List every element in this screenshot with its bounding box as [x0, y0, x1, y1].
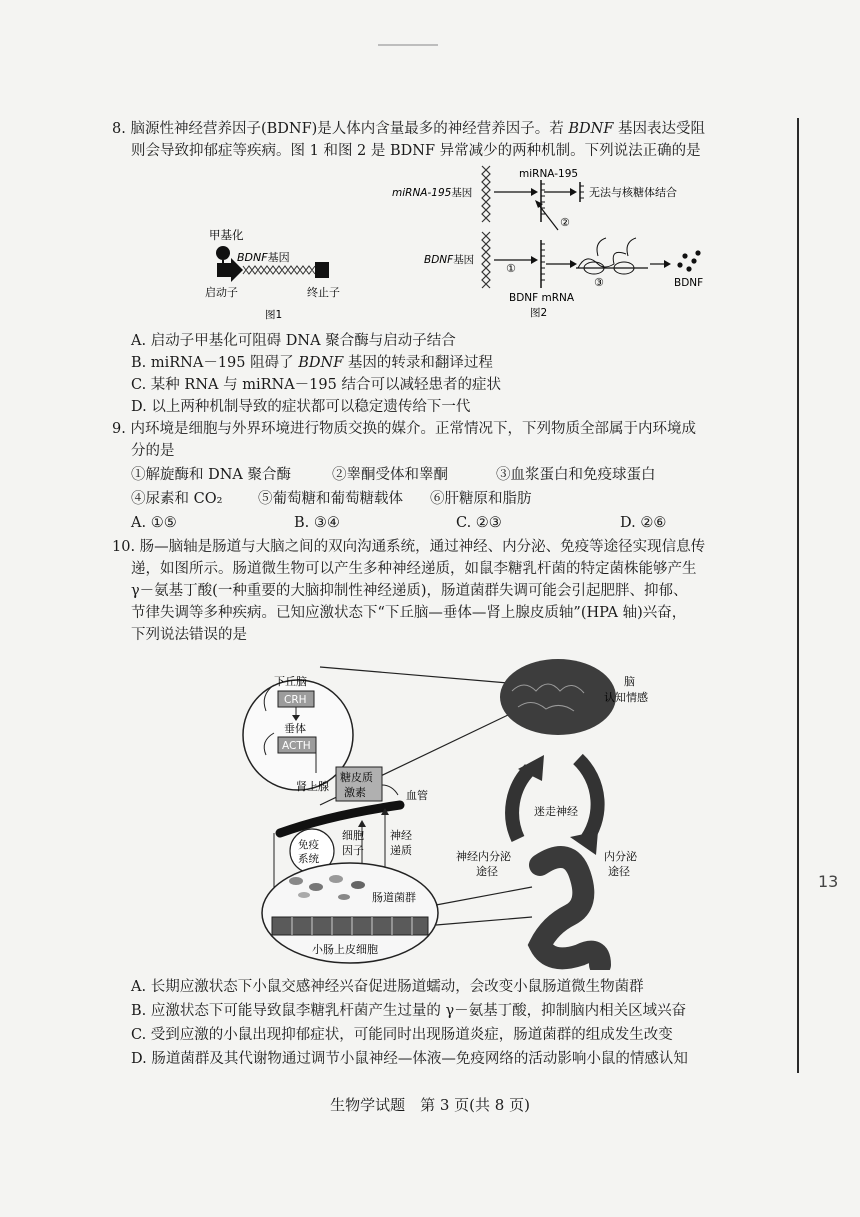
- q8-figure1: [195, 220, 365, 325]
- brain-icon: [500, 659, 616, 735]
- scan-mark: [378, 44, 438, 46]
- q8-figure2: [388, 160, 708, 320]
- adrenal-label: 肾上腺: [296, 780, 329, 793]
- q8-option-d: D. 以上两种机制导致的症状都可以稳定遗传给下一代: [131, 399, 471, 415]
- immune-label-1: 免疫: [298, 839, 319, 851]
- bdnf-product-label: BDNF: [674, 277, 704, 289]
- q9-item-6: ⑥肝糖原和脂肪: [430, 491, 532, 507]
- fig1-gene-label: BDNF基因: [237, 251, 290, 264]
- no-binding-label: 无法与核糖体结合: [589, 186, 677, 199]
- bdnf-dna-helix: [482, 232, 490, 288]
- q9-choice-a: A. ①⑤: [131, 515, 177, 531]
- q10-option-c: C. 受到应激的小鼠出现抑郁症状，可能同时出现肠道炎症，肠道菌群的组成发生改变: [131, 1027, 673, 1043]
- q9-stem-line2: 分的是: [131, 443, 175, 459]
- q10-option-d: D. 肠道菌群及其代谢物通过调节小鼠神经—体液—免疫网络的活动影响小鼠的情感认知: [131, 1051, 688, 1067]
- q10-stem-line1: 10. 肠—脑轴是肠道与大脑之间的双向沟通系统，通过神经、内分泌、免疫等途径实现信息传: [112, 539, 706, 555]
- q10-stem-line4: 节律失调等多种疾病。已知应激状态下“下丘脑—垂体—肾上腺皮质轴”(HPA 轴)兴奋，: [131, 605, 687, 621]
- neuroendocrine-label-1: 神经内分泌: [456, 850, 511, 863]
- step2-label: ②: [560, 216, 570, 229]
- q8-option-a: A. 启动子甲基化可阻碍 DNA 聚合酶与启动子结合: [131, 333, 456, 349]
- q8-option-b: B. miRNA－195 阻碍了 BDNF 基因的转录和翻译过程: [131, 355, 493, 371]
- vagus-nerve-label: 迷走神经: [534, 805, 578, 818]
- pituitary-label: 垂体: [284, 722, 306, 735]
- glucocorticoid-label-1: 糖皮质: [340, 771, 373, 784]
- neuroendocrine-label-2: 途径: [476, 865, 498, 878]
- bdnf-protein-icon: [682, 253, 687, 258]
- q9-stem-line1: 9. 内环境是细胞与外界环境进行物质交换的媒介。正常情况下，下列物质全部属于内环境成: [112, 421, 696, 437]
- gut-brain-axis-figure: [240, 655, 670, 970]
- methylation-label: 甲基化: [209, 228, 244, 242]
- intestine-icon: [540, 857, 600, 965]
- q9-choice-b: B. ③④: [294, 515, 340, 531]
- fig1-caption: 图1: [265, 309, 283, 321]
- mirna-dna-helix: [482, 166, 490, 222]
- q9-item-1: ①解旋酶和 DNA 聚合酶: [131, 467, 292, 483]
- bdnf-gene-label: BDNF基因: [424, 254, 475, 266]
- endocrine-label-1: 内分泌: [604, 850, 637, 863]
- glucocorticoid-label-2: 激素: [344, 786, 366, 799]
- q8-stem-line2: 则会导致抑郁症等疾病。图 1 和图 2 是 BDNF 异常减少的两种机制。下列说法正确的是: [131, 143, 701, 159]
- page-footer: 生物学试题 第 3 页(共 8 页): [330, 1096, 530, 1114]
- q9-choice-c: C. ②③: [456, 515, 502, 531]
- gut-flora-label: 肠道菌群: [372, 891, 416, 904]
- q9-item-5: ⑤葡萄糖和葡萄糖载体: [258, 491, 403, 507]
- ascending-arrow: [512, 769, 530, 839]
- cytokine-label-1: 细胞: [342, 829, 364, 842]
- hypothalamus-label: 下丘脑: [274, 675, 307, 688]
- mirna-label: miRNA-195: [519, 168, 579, 180]
- mirna-gene-label: miRNA-195基因: [392, 187, 473, 199]
- q10-stem-line5: 下列说法错误的是: [131, 627, 247, 643]
- descending-arrow: [578, 759, 598, 843]
- neurotransmitter-label-1: 神经: [390, 829, 412, 842]
- epithelium-label: 小肠上皮细胞: [312, 943, 378, 956]
- gene-helix: [243, 266, 315, 274]
- blood-vessel-label: 血管: [406, 789, 428, 802]
- methyl-group-icon: [216, 246, 230, 260]
- cognition-emotion-label: 认知情感: [604, 691, 648, 704]
- brain-label: 脑: [624, 675, 635, 688]
- crh-label: CRH: [284, 694, 307, 706]
- terminator-label: 终止子: [307, 286, 340, 299]
- promoter-label: 启动子: [205, 286, 238, 299]
- q10-stem-line3: γ－氨基丁酸(一种重要的大脑抑制性神经递质)，肠道菌群失调可能会引起肥胖、抑郁、: [131, 583, 688, 599]
- q8-option-c: C. 某种 RNA 与 miRNA－195 结合可以减轻患者的症状: [131, 377, 501, 393]
- step1-label: ①: [506, 262, 516, 275]
- acth-label: ACTH: [282, 740, 311, 752]
- cytokine-label-2: 因子: [342, 844, 364, 857]
- step3-label: ③: [594, 276, 604, 289]
- mrna-label: BDNF mRNA: [509, 292, 575, 304]
- endocrine-label-2: 途径: [608, 865, 630, 878]
- q9-item-2: ②睾酮受体和睾酮: [332, 467, 448, 483]
- neurotransmitter-label-2: 递质: [390, 844, 412, 857]
- q8-stem-line1: 8. 脑源性神经营养因子(BDNF)是人体内含量最多的神经营养因子。若 BDNF 基因表达受阻: [112, 121, 706, 137]
- q10-stem-line2: 递，如图所示。肠道微生物可以产生多种神经递质，如鼠李糖乳杆菌的特定菌株能够产生: [131, 561, 697, 577]
- q10-option-a: A. 长期应激状态下小鼠交感神经兴奋促进肠道蠕动，会改变小鼠肠道微生物菌群: [131, 979, 644, 995]
- blood-vessel: [280, 805, 400, 833]
- arrow-icon: [531, 188, 538, 196]
- margin-rule: [797, 118, 799, 1073]
- q9-item-3: ③血浆蛋白和免疫球蛋白: [496, 467, 656, 483]
- q10-option-b: B. 应激状态下可能导致鼠李糖乳杆菌产生过量的 γ－氨基丁酸，抑制脑内相关区域兴奋: [131, 1003, 687, 1019]
- q9-item-4: ④尿素和 CO₂: [131, 491, 223, 507]
- epithelium-cells: [272, 917, 428, 935]
- immune-label-2: 系统: [298, 853, 319, 865]
- fig2-caption: 图2: [530, 307, 548, 319]
- terminator-block: [315, 262, 329, 278]
- q9-choice-d: D. ②⑥: [620, 515, 667, 531]
- edge-page-mark: 13: [818, 872, 839, 891]
